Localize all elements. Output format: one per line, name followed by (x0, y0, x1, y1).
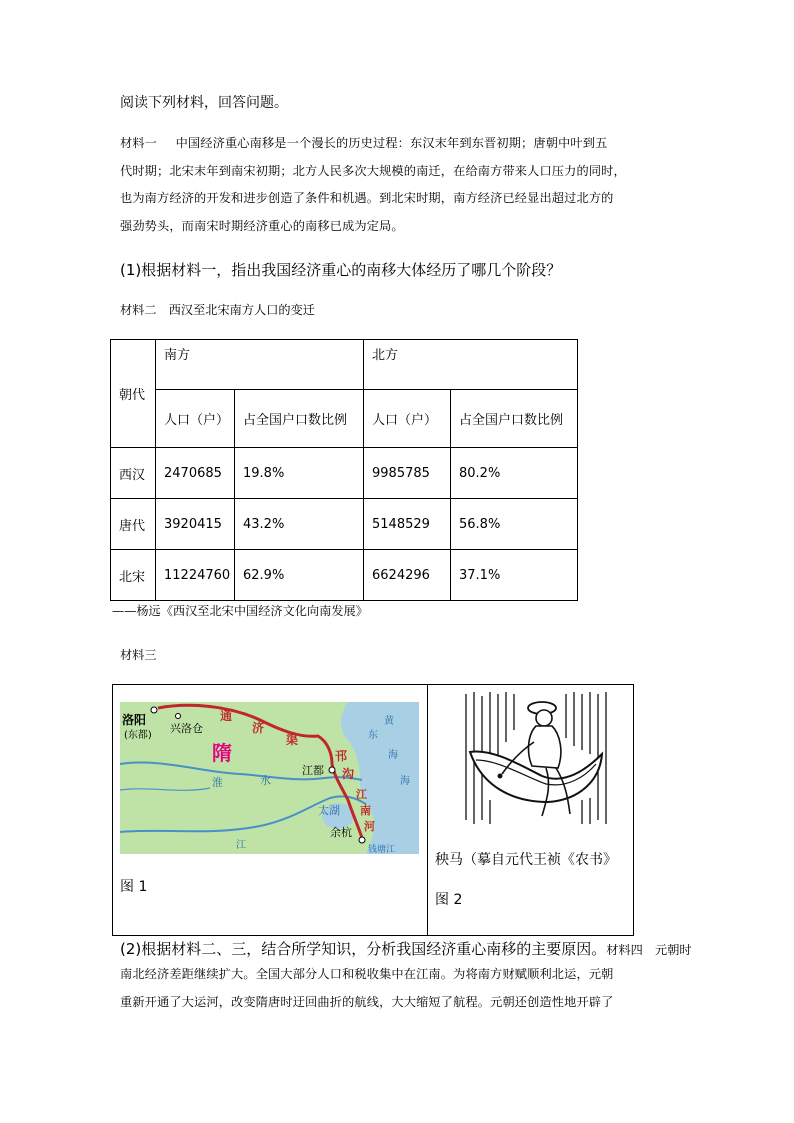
material-3-title: 材料三 (120, 648, 157, 662)
question-2-and-material-4 (120, 938, 692, 1016)
figures-divider (427, 684, 428, 936)
question-1: (1)根据材料一，指出我国经济重心的南移大体经历了哪几个阶段？ (120, 261, 562, 279)
xingluocang-marker (176, 714, 181, 719)
material-1-line-1: 材料一 中国经济重心南移是一个漫长的历史过程：东汉末年到东晋初期；唐朝中叶到五 (120, 136, 608, 150)
label-hai-1: 海 (388, 750, 398, 761)
question-2: (2)根据材料二、三，结合所学知识，分析我国经济重心南移的主要原因。 (120, 940, 607, 958)
north-ratio-cell: 80.2% (451, 448, 578, 499)
label-sui: 隋 (212, 741, 232, 765)
south-pop-cell: 3920415 (156, 499, 235, 550)
figure-2-caption: 图 2 (435, 892, 463, 908)
material-4-label: 材料四 (606, 943, 643, 957)
dynasty-cell: 北宋 (111, 550, 156, 601)
yangma-illustration (462, 690, 612, 828)
south-ratio-cell: 43.2% (235, 499, 364, 550)
north-ratio-cell: 37.1% (451, 550, 578, 601)
material-1-line-2: 代时期；北宋末年到南宋初期；北方人民多次大规模的南迁，在给南方带来人口压力的同时， (120, 163, 626, 178)
dynasty-cell: 唐代 (111, 499, 156, 550)
dynasty-cell: 西汉 (111, 448, 156, 499)
luoyang-marker (151, 707, 157, 713)
farmer-head (536, 710, 552, 726)
material-4-line-2: 南北经济差距继续扩大。全国大部分人口和税收集中在江南。为将南方财赋顺利北运，元朝 (120, 967, 614, 981)
table-source-citation: ——杨远《西汉至北宋中国经济文化向南发展》 (112, 604, 368, 618)
material-1-label: 材料一 (120, 136, 158, 150)
south-header: 南方 (156, 340, 364, 390)
table-row (111, 499, 578, 550)
label-canal-he: 河 (364, 820, 375, 833)
table-header-row (111, 340, 578, 390)
label-canal-nan: 南 (360, 804, 371, 817)
south-ratio-cell: 62.9% (235, 550, 364, 601)
label-luoyang: 洛阳 (122, 713, 147, 727)
label-canal-gou: 沟 (342, 767, 355, 781)
subheader-south-pop: 人口（户） (156, 390, 235, 448)
label-shui: 水 (260, 774, 271, 787)
seedling-bundle (498, 774, 503, 779)
south-pop-cell: 11224760 (156, 550, 235, 601)
label-huang: 黄 (384, 716, 394, 727)
label-canal-tong: 通 (220, 709, 233, 723)
subheader-north-ratio: 占全国户口数比例 (451, 390, 578, 448)
label-taihu: 太湖 (318, 804, 340, 817)
label-huai: 淮 (212, 776, 223, 789)
south-ratio-cell: 19.8% (235, 448, 364, 499)
jiangdu-marker (329, 767, 335, 773)
north-ratio-cell: 56.8% (451, 499, 578, 550)
north-header: 北方 (364, 340, 578, 390)
material-1-line-3: 也为南方经济的开发和进步创造了条件和机遇。到北宋时期，南方经济已经显出超过北方的 (120, 191, 614, 205)
grand-canal-map (120, 702, 419, 854)
table-row (111, 550, 578, 601)
label-yuhang: 余杭 (330, 826, 352, 839)
label-jiang-west: 江 (236, 840, 246, 851)
north-pop-cell: 9985785 (364, 448, 451, 499)
label-dongdu: (东都) (124, 730, 152, 741)
material-1 (120, 130, 680, 240)
label-xingluocang: 兴洛仓 (170, 722, 203, 735)
table-subheader-row (111, 390, 578, 448)
label-qiantangjiang: 钱塘江 (368, 845, 396, 854)
material-4-line-1-tail: 元朝时 (655, 943, 692, 957)
subheader-south-ratio: 占全国户口数比例 (235, 390, 364, 448)
label-canal-han: 邗 (335, 749, 348, 763)
population-table (110, 339, 578, 601)
figure-2-title: 秧马（摹自元代王祯《农书》 (435, 852, 617, 868)
yuhang-marker (359, 837, 365, 843)
label-canal-jiang: 江 (356, 788, 367, 801)
north-pop-cell: 6624296 (364, 550, 451, 601)
south-pop-cell: 2470685 (156, 448, 235, 499)
label-hai-2: 海 (400, 776, 410, 787)
label-canal-qu: 渠 (286, 733, 299, 747)
label-jiangdu: 江都 (302, 764, 324, 777)
label-dong: 东 (368, 730, 378, 741)
dynasty-header: 朝代 (111, 340, 156, 448)
north-pop-cell: 5148529 (364, 499, 451, 550)
material-2-title: 材料二 西汉至北宋南方人口的变迁 (120, 303, 315, 317)
subheader-north-pop: 人口（户） (364, 390, 451, 448)
material-4-line-3: 重新开通了大运河，改变隋唐时迂回曲折的航线，大大缩短了航程。元朝还创造性地开辟了 (120, 994, 614, 1009)
label-canal-ji: 济 (252, 721, 265, 735)
material-1-line-4: 强劲势头，而南宋时期经济重心的南移已成为定局。 (120, 218, 404, 233)
figure-1-caption: 图 1 (120, 879, 148, 895)
table-row (111, 448, 578, 499)
instruction-text: 阅读下列材料，回答问题。 (120, 95, 288, 111)
question-2-line (120, 938, 692, 961)
farmer-body (529, 726, 561, 768)
